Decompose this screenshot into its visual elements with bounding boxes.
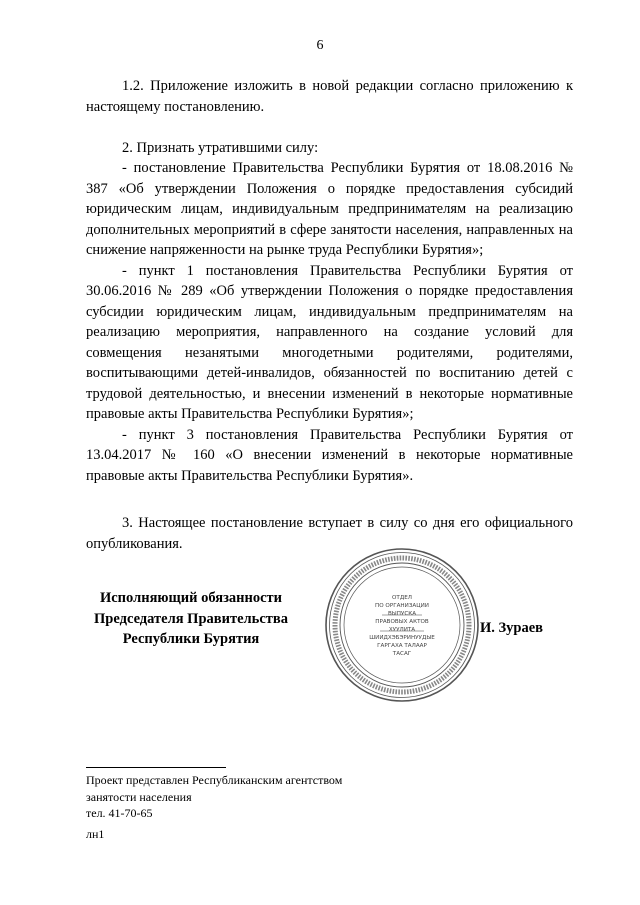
paragraph-2: 2. Признать утратившими силу:: [122, 139, 319, 156]
footnote-line-1: Проект представлен Республиканским агентством: [86, 773, 343, 787]
page-number: 6: [316, 38, 324, 53]
repealed-item-2: - пункт 1 постановления Правительства Республики Бурятия от 30.06.2016 № 289 «Об утверждении Положения о порядке предоставления субсидии юридическим лицам, индивидуальным предпринимателям на реализацию мероприятия, направленного на создание условий для совмещения незанятыми многодетными родителями, родителями, воспитывающими детей-инвалидов, обязанностей по воспитанию детей с трудовой деятельностью, и внесении изменений в некоторые нормативные правовые акты Правительства Республики Бурятия»;: [86, 262, 573, 422]
signatory-title-line-1: Исполняющий обязанности: [99, 590, 283, 606]
seal-text-line: ПО ОРГАНИЗАЦИИ: [375, 603, 429, 609]
repealed-item-1: - постановление Правительства Республики Бурятия от 18.08.2016 № 387 «Об утверждении Положения о порядке предоставления субсидий юридическим лицам, индивидуальным предпринимателям на реализацию дополнительных мероприятий в сфере занятости населения, направленных на снижение напряженности на рынке труда Республики Бурятия»;: [86, 160, 573, 258]
signatory-title-line-2: Председателя Правительства: [94, 610, 288, 627]
seal-text-line: ГАРГАХА ТАЛААР: [377, 643, 427, 649]
signatory-title: [86, 588, 296, 650]
official-seal-icon: [322, 545, 482, 705]
seal-text-line: ПРАВОВЫХ АКТОВ: [375, 619, 429, 625]
seal-text-line: ХУУЛИТА: [388, 627, 416, 633]
footnote-code: лн1: [86, 826, 105, 841]
signer-name: И. Зураев: [480, 620, 544, 636]
seal-text-line: ТАСАГ: [392, 651, 412, 657]
footnote-divider: [86, 767, 226, 768]
repealed-item-3: - пункт 3 постановления Правительства Республики Бурятия от 13.04.2017 № 160 «О внесении изменений в некоторые нормативные правовые акты Правительства Республики Бурятия».: [86, 426, 573, 484]
seal-text-line: ШИИДХЭБЭРИНУУДЫЕ: [369, 635, 435, 641]
footnote-phone: тел. 41-70-65: [86, 806, 153, 820]
paragraph-1-2: 1.2. Приложение изложить в новой редакции согласно приложению к настоящему постановлению.: [86, 78, 573, 115]
footnote-line-2: занятости населения: [86, 789, 192, 804]
seal-text-line: ОТДЕЛ: [392, 595, 412, 601]
seal-text-line: ВЫПУСКА: [387, 611, 417, 617]
paragraph-3: 3. Настоящее постановление вступает в силу со дня его официального опубликования.: [86, 515, 573, 552]
signatory-title-line-3: Республики Бурятия: [122, 631, 260, 647]
body-text: [86, 76, 573, 554]
footnote: [86, 772, 386, 842]
